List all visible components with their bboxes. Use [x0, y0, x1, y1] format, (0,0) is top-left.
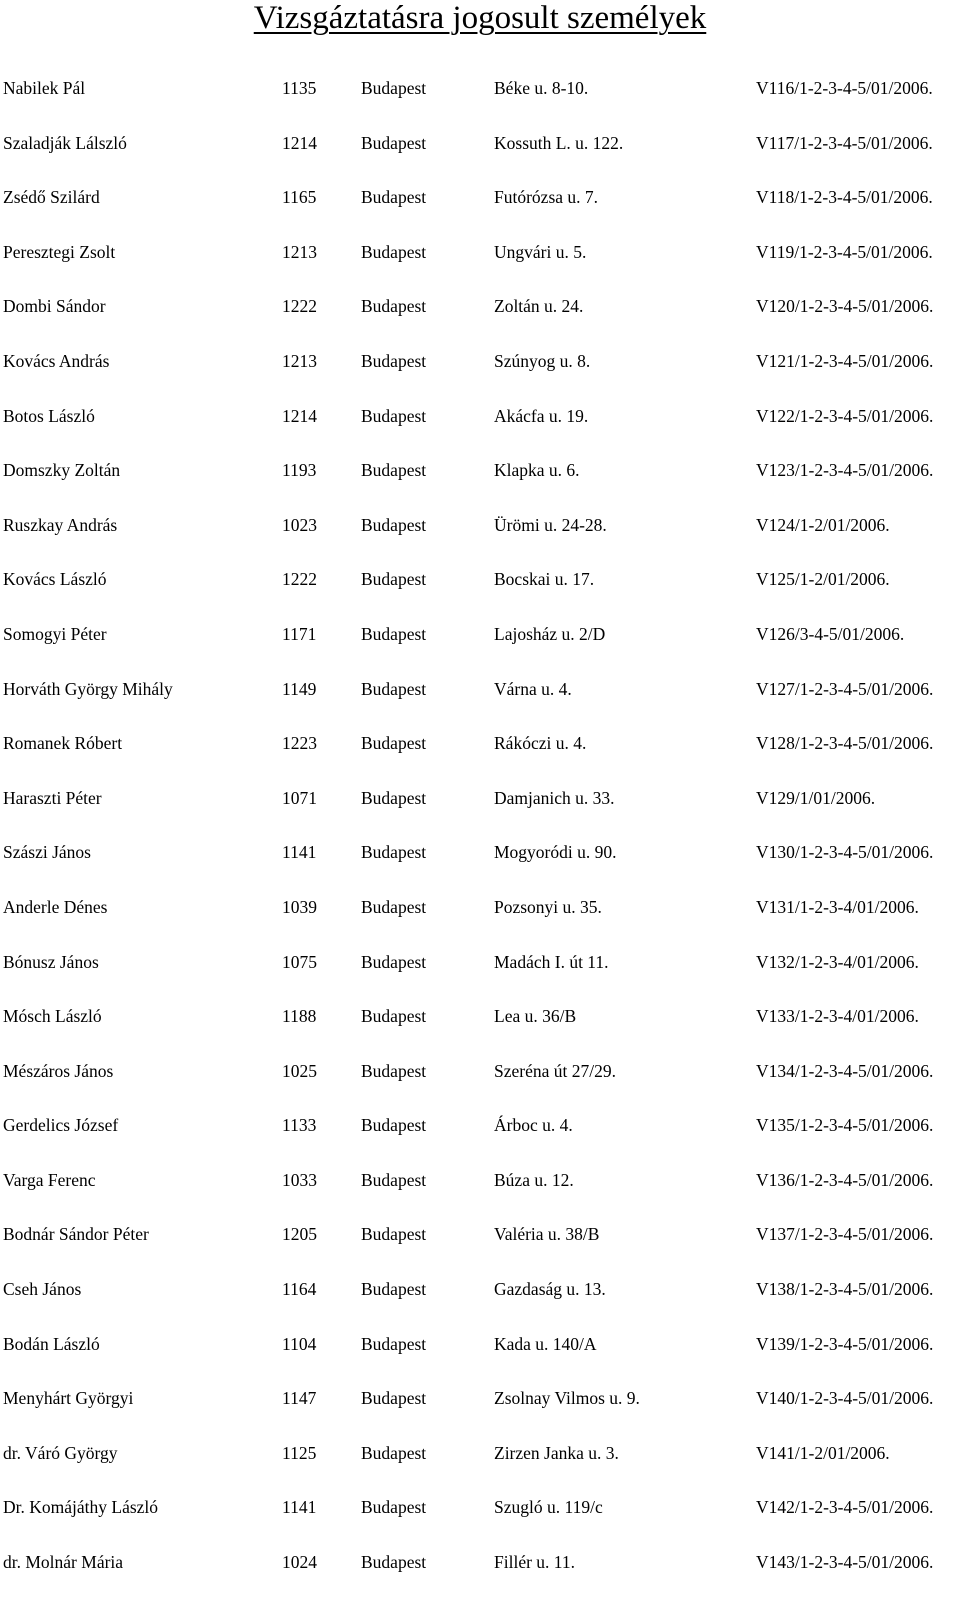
registration-number: V127/1-2-3-4-5/01/2006. — [756, 678, 934, 699]
street-address: Szeréna út 27/29. — [494, 1060, 616, 1081]
registration-number: V140/1-2-3-4-5/01/2006. — [756, 1388, 934, 1409]
street-address: Lajosház u. 2/D — [494, 623, 606, 644]
person-name: Szaladják Lálszló — [3, 132, 127, 153]
registration-number: V122/1-2-3-4-5/01/2006. — [756, 405, 934, 426]
city: Budapest — [361, 623, 427, 644]
street-address: Árboc u. 4. — [494, 1115, 573, 1136]
examiner-list — [0, 78, 960, 1617]
city: Budapest — [361, 1552, 427, 1573]
postal-code: 1222 — [282, 296, 317, 317]
person-name: Mészáros János — [3, 1060, 114, 1081]
street-address: Damjanich u. 33. — [494, 787, 615, 808]
registration-number: V141/1-2/01/2006. — [756, 1442, 890, 1463]
city: Budapest — [361, 241, 427, 262]
city: Budapest — [361, 1169, 427, 1190]
person-name: Bodán László — [3, 1333, 100, 1354]
street-address: Kossuth L. u. 122. — [494, 132, 624, 153]
person-name: Zsédő Szilárd — [3, 187, 100, 208]
registration-number: V128/1-2-3-4-5/01/2006. — [756, 733, 934, 754]
city: Budapest — [361, 1060, 427, 1081]
person-name: Cseh János — [3, 1279, 82, 1300]
registration-number: V116/1-2-3-4-5/01/2006. — [756, 78, 933, 98]
street-address: Klapka u. 6. — [494, 460, 580, 481]
page-title — [0, 0, 960, 38]
postal-code: 1193 — [282, 460, 317, 481]
postal-code: 1125 — [282, 1442, 317, 1463]
person-name: Varga Ferenc — [3, 1169, 96, 1190]
postal-code: 1135 — [282, 78, 317, 98]
postal-code: 1205 — [282, 1224, 317, 1245]
registration-number: V126/3-4-5/01/2006. — [756, 623, 905, 644]
city: Budapest — [361, 678, 427, 699]
city: Budapest — [361, 78, 427, 98]
postal-code: 1104 — [282, 1333, 317, 1354]
city: Budapest — [361, 460, 427, 481]
city: Budapest — [361, 787, 427, 808]
registration-number: V137/1-2-3-4-5/01/2006. — [756, 1224, 934, 1245]
registration-number: V125/1-2/01/2006. — [756, 569, 890, 590]
page-title-text: Vizsgáztatásra jogosult személyek — [253, 0, 707, 36]
postal-code: 1164 — [282, 1279, 317, 1300]
street-address: Búza u. 12. — [494, 1169, 574, 1190]
person-name: Botos László — [3, 405, 95, 426]
postal-code: 1033 — [282, 1169, 317, 1190]
street-address: Szugló u. 119/c — [494, 1497, 603, 1518]
postal-code: 1025 — [282, 1060, 317, 1081]
registration-number: V143/1-2-3-4-5/01/2006. — [756, 1552, 934, 1573]
person-name: dr. Molnár Mária — [3, 1552, 124, 1573]
postal-code: 1141 — [282, 1497, 317, 1518]
postal-code: 1039 — [282, 896, 317, 917]
city: Budapest — [361, 132, 427, 153]
postal-code: 1075 — [282, 951, 317, 972]
city: Budapest — [361, 896, 427, 917]
person-name: Domszky Zoltán — [3, 460, 121, 481]
city: Budapest — [361, 1224, 427, 1245]
street-address: Gazdaság u. 13. — [494, 1279, 606, 1300]
registration-number: V132/1-2-3-4/01/2006. — [756, 951, 919, 972]
city: Budapest — [361, 296, 427, 317]
registration-number: V119/1-2-3-4-5/01/2006. — [756, 241, 933, 262]
city: Budapest — [361, 187, 427, 208]
registration-number: V120/1-2-3-4-5/01/2006. — [756, 296, 934, 317]
postal-code: 1023 — [282, 514, 317, 535]
registration-number: V138/1-2-3-4-5/01/2006. — [756, 1279, 934, 1300]
street-address: Szúnyog u. 8. — [494, 350, 591, 371]
person-name: dr. Váró György — [3, 1442, 118, 1463]
person-name: Peresztegi Zsolt — [3, 241, 116, 262]
registration-number: V117/1-2-3-4-5/01/2006. — [756, 132, 933, 153]
person-name: Nabilek Pál — [3, 78, 86, 98]
city: Budapest — [361, 1006, 427, 1027]
street-address: Zsolnay Vilmos u. 9. — [494, 1388, 640, 1409]
postal-code: 1165 — [282, 187, 317, 208]
street-address: Zoltán u. 24. — [494, 296, 584, 317]
city: Budapest — [361, 405, 427, 426]
person-name: Szászi János — [3, 842, 91, 863]
street-address: Futórózsa u. 7. — [494, 187, 599, 208]
registration-number: V129/1/01/2006. — [756, 787, 876, 808]
city: Budapest — [361, 514, 427, 535]
street-address: Lea u. 36/B — [494, 1006, 577, 1027]
street-address: Madách I. út 11. — [494, 951, 609, 972]
street-address: Ürömi u. 24-28. — [494, 514, 607, 535]
person-name: Anderle Dénes — [3, 896, 108, 917]
street-address: Rákóczi u. 4. — [494, 733, 587, 754]
street-address: Akácfa u. 19. — [494, 405, 589, 426]
registration-number: V134/1-2-3-4-5/01/2006. — [756, 1060, 934, 1081]
postal-code: 1024 — [282, 1552, 317, 1573]
registration-number: V142/1-2-3-4-5/01/2006. — [756, 1497, 934, 1518]
postal-code: 1133 — [282, 1115, 317, 1136]
person-name: Ruszkay András — [3, 514, 118, 535]
person-name: Kovács András — [3, 350, 110, 371]
city: Budapest — [361, 1388, 427, 1409]
registration-number: V131/1-2-3-4/01/2006. — [756, 896, 919, 917]
registration-number: V133/1-2-3-4/01/2006. — [756, 1006, 919, 1027]
city: Budapest — [361, 1115, 427, 1136]
person-name: Horváth György Mihály — [3, 678, 173, 699]
street-address: Pozsonyi u. 35. — [494, 896, 602, 917]
registration-number: V130/1-2-3-4-5/01/2006. — [756, 842, 934, 863]
person-name: Haraszti Péter — [3, 787, 102, 808]
city: Budapest — [361, 1279, 427, 1300]
postal-code: 1149 — [282, 678, 317, 699]
registration-number: V135/1-2-3-4-5/01/2006. — [756, 1115, 934, 1136]
city: Budapest — [361, 569, 427, 590]
street-address: Kada u. 140/A — [494, 1333, 597, 1354]
city: Budapest — [361, 350, 427, 371]
person-name: Kovács László — [3, 569, 107, 590]
person-name: Somogyi Péter — [3, 623, 107, 644]
list-item — [0, 1552, 960, 1617]
registration-number: V121/1-2-3-4-5/01/2006. — [756, 350, 934, 371]
city: Budapest — [361, 842, 427, 863]
person-name: Romanek Róbert — [3, 733, 123, 754]
postal-code: 1214 — [282, 405, 317, 426]
street-address: Mogyoródi u. 90. — [494, 842, 617, 863]
registration-number: V136/1-2-3-4-5/01/2006. — [756, 1169, 934, 1190]
city: Budapest — [361, 733, 427, 754]
person-name: Bodnár Sándor Péter — [3, 1224, 149, 1245]
street-address: Bocskai u. 17. — [494, 569, 595, 590]
postal-code: 1213 — [282, 241, 317, 262]
person-name: Bónusz János — [3, 951, 99, 972]
street-address: Várna u. 4. — [494, 678, 572, 699]
street-address: Fillér u. 11. — [494, 1552, 576, 1573]
registration-number: V118/1-2-3-4-5/01/2006. — [756, 187, 933, 208]
street-address: Béke u. 8-10. — [494, 78, 589, 98]
person-name: Dombi Sándor — [3, 296, 106, 317]
postal-code: 1147 — [282, 1388, 317, 1409]
street-address: Zirzen Janka u. 3. — [494, 1442, 619, 1463]
postal-code: 1141 — [282, 842, 317, 863]
postal-code: 1214 — [282, 132, 317, 153]
postal-code: 1171 — [282, 623, 317, 644]
street-address: Ungvári u. 5. — [494, 241, 587, 262]
registration-number: V124/1-2/01/2006. — [756, 514, 890, 535]
postal-code: 1071 — [282, 787, 317, 808]
person-name: Menyhárt Györgyi — [3, 1388, 134, 1409]
city: Budapest — [361, 951, 427, 972]
street-address: Valéria u. 38/B — [494, 1224, 600, 1245]
postal-code: 1222 — [282, 569, 317, 590]
city: Budapest — [361, 1333, 427, 1354]
person-name: Gerdelics József — [3, 1115, 119, 1136]
city: Budapest — [361, 1497, 427, 1518]
registration-number: V123/1-2-3-4-5/01/2006. — [756, 460, 934, 481]
postal-code: 1188 — [282, 1006, 317, 1027]
person-name: Mósch László — [3, 1006, 102, 1027]
person-name: Dr. Komájáthy László — [3, 1497, 159, 1518]
postal-code: 1213 — [282, 350, 317, 371]
registration-number: V139/1-2-3-4-5/01/2006. — [756, 1333, 934, 1354]
city: Budapest — [361, 1442, 427, 1463]
postal-code: 1223 — [282, 733, 317, 754]
